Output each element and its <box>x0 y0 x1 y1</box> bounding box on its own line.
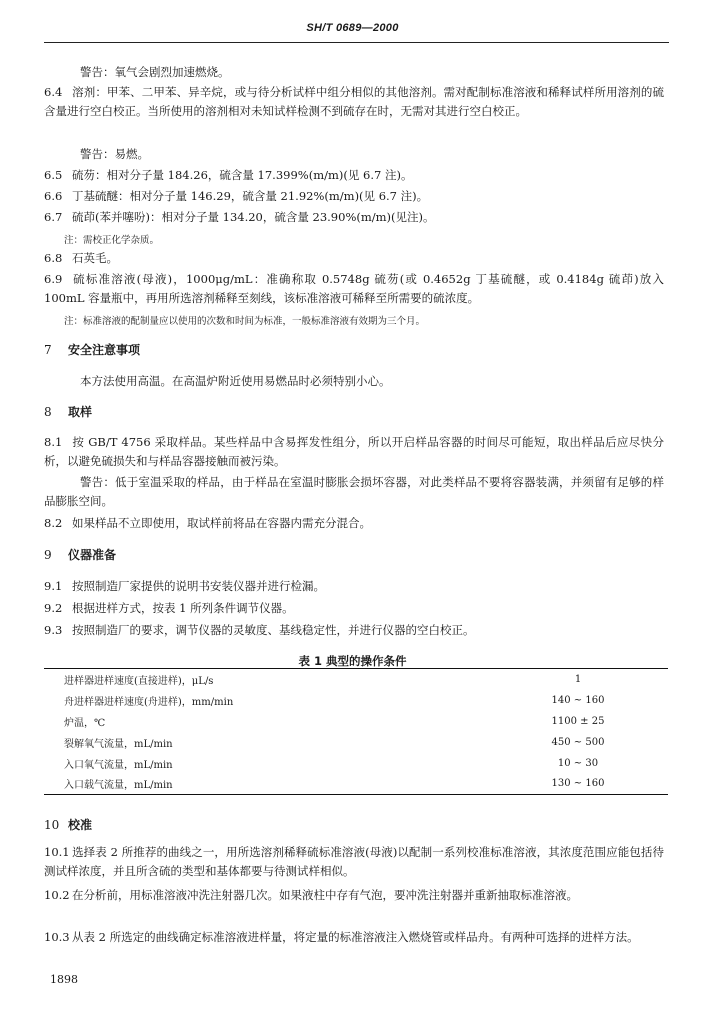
section-7-heading <box>44 341 140 358</box>
paragraph-8-2-text: 如果样品不立即使用，取试样前将品在容器内需充分混合。 <box>72 516 371 530</box>
section-7-title: 安全注意事项 <box>68 343 141 357</box>
paragraph-10-3-text: 从表 2 所选定的曲线确定标准溶液进样量，将定量的标准溶液注入燃烧管或样品舟。有两种可选择的进样方法。 <box>72 930 639 944</box>
table-row <box>44 774 668 795</box>
paragraph-6-7-number: 6.7 <box>44 210 63 224</box>
standard-code-header: SH/T 0689—2000 <box>306 22 399 34</box>
paragraph-9-1-number: 9.1 <box>44 579 63 593</box>
table-row <box>44 753 668 774</box>
table-cell-value: 1 <box>488 669 668 690</box>
note-6-7: 注：需校正化学杂质。 <box>64 235 160 246</box>
section-8-title: 取样 <box>68 405 93 419</box>
paragraph-9-2 <box>44 600 664 616</box>
paragraph-8-1-text: 按 GB/T 4756 采取样品。某些样品中含易挥发性组分，所以开启样品容器的时间尽可能短，取出样品后应尽快分析，以避免硫损失和与样品容器接触而被污染。 <box>44 435 664 468</box>
table-cell-parameter: 入口载气流量，mL/min <box>44 774 488 795</box>
section-10-heading <box>44 816 92 833</box>
paragraph-8-2 <box>44 515 664 531</box>
warning-oxygen <box>44 64 664 80</box>
warning-flammable-text: 警告：易燃。 <box>80 147 149 161</box>
paragraph-10-2-number: 10.2 <box>44 888 70 902</box>
paragraph-6-8-number: 6.8 <box>44 251 63 265</box>
table-cell-parameter: 进样器进样速度(直接进样)，μL/s <box>44 669 488 690</box>
header-rule <box>44 42 669 43</box>
paragraph-6-9-number: 6.9 <box>44 272 63 286</box>
warning-oxygen-text: 警告：氧气会剧烈加速燃烧。 <box>80 65 230 79</box>
paragraph-8-1-number: 8.1 <box>44 435 63 449</box>
paragraph-6-9 <box>44 270 664 308</box>
table-row <box>44 669 668 690</box>
paragraph-10-3-number: 10.3 <box>44 930 70 944</box>
paragraph-10-3 <box>44 928 664 947</box>
table-cell-parameter: 炉温，℃ <box>64 717 106 729</box>
section-9-number: 9 <box>44 548 52 562</box>
paragraph-6-8 <box>44 250 664 266</box>
paragraph-6-5-text: 硫芴：相对分子量 184.26，硫含量 17.399%(m/m)(见 6.7 注)。 <box>72 168 413 182</box>
warning-8-1: 警告：低于室温采取的样品，由于样品在室温时膨胀会损坏容器，对此类样品不要将容器装满，并须留有足够的样品膨胀空间。 <box>44 475 664 508</box>
table-row <box>44 732 668 753</box>
paragraph-6-7 <box>44 209 664 225</box>
table-row <box>44 690 668 711</box>
paragraph-9-1-text: 按照制造厂家提供的说明书安装仪器并进行检漏。 <box>72 579 325 593</box>
paragraph-8-2-number: 8.2 <box>44 516 63 530</box>
paragraph-6-9-text: 硫标准溶液(母液)，1000μg/mL：准确称取 0.5748g 硫芴(或 0.4652g 丁基硫醚，或 0.4184g 硫茚)放入 100mL 容量瓶中，再用所选溶剂稀释至刻线，该标准溶液可稀释至所需要的硫浓度。 <box>44 272 664 305</box>
table-cell-parameter: 舟进样器进样速度(舟进样)，mm/min <box>64 696 234 708</box>
section-7-number: 7 <box>44 343 52 357</box>
table-cell-value: 130 ~ 160 <box>488 774 668 795</box>
paragraph-10-1-number: 10.1 <box>44 845 70 859</box>
table-1-caption: 表 1 典型的操作条件 <box>298 654 407 668</box>
paragraph-9-3-text: 按照制造厂的要求，调节仪器的灵敏度、基线稳定性，并进行仪器的空白校正。 <box>72 623 475 637</box>
table-cell-value: 140 ~ 160 <box>551 694 605 706</box>
table-cell-parameter: 入口氧气流量，mL/min <box>64 759 173 771</box>
section-8-heading <box>44 403 92 420</box>
paragraph-9-1 <box>44 578 664 594</box>
paragraph-6-4-text: 溶剂：甲苯、二甲苯、异辛烷，或与待分析试样中组分相似的其他溶剂。需对配制标准溶液和稀释试样所用溶剂的硫含量进行空白校正。当所使用的溶剂相对未知试样检测不到硫存在时，无需对其进行空白校正。 <box>44 85 664 118</box>
section-10-title: 校准 <box>68 818 93 832</box>
paragraph-10-2-text: 在分析前，用标准溶液冲洗注射器几次。如果液柱中存有气泡，要冲洗注射器并重新抽取标准溶液。 <box>72 888 578 902</box>
paragraph-6-7-text: 硫茚(苯并噻吩)：相对分子量 134.20，硫含量 23.90%(m/m)(见注)。 <box>72 210 435 224</box>
paragraph-6-6-text: 丁基硫醚：相对分子量 146.29，硫含量 21.92%(m/m)(见 6.7 注)。 <box>72 189 429 203</box>
paragraph-6-5 <box>44 167 664 183</box>
paragraph-6-4-number: 6.4 <box>44 85 63 99</box>
note-6-9: 注：标准溶液的配制量应以使用的次数和时间为标准，一般标准溶液有效期为三个月。 <box>64 316 426 327</box>
paragraph-6-6-number: 6.6 <box>44 189 63 203</box>
section-7-text: 本方法使用高温。在高温炉附近使用易燃品时必须特别小心。 <box>80 374 391 388</box>
table-cell-value: 10 ~ 30 <box>557 757 599 769</box>
section-9-title: 仪器准备 <box>68 548 117 562</box>
warning-flammable <box>44 146 664 162</box>
page-number: 1898 <box>50 973 78 986</box>
paragraph-6-4 <box>44 83 664 121</box>
section-9-heading <box>44 546 116 563</box>
paragraph-9-2-text: 根据进样方式，按表 1 所列条件调节仪器。 <box>72 601 294 615</box>
paragraph-8-1 <box>44 433 664 471</box>
paragraph-10-1-text: 选择表 2 所推荐的曲线之一，用所选溶剂稀释硫标准溶液(母液)以配制一系列校准标准溶液，其浓度范围应能包括待测试样浓度，并且所含硫的类型和基体都要与待测试样相似。 <box>44 845 664 878</box>
paragraph-6-6 <box>44 188 664 204</box>
paragraph-9-2-number: 9.2 <box>44 601 63 615</box>
table-row <box>44 711 668 732</box>
paragraph-10-2 <box>44 886 664 905</box>
table-cell-value: 450 ~ 500 <box>551 736 605 748</box>
paragraph-10-1 <box>44 843 664 881</box>
section-8-number: 8 <box>44 405 52 419</box>
table-cell-value: 1100 ± 25 <box>551 715 605 727</box>
table-cell-parameter: 裂解氧气流量，mL/min <box>64 738 173 750</box>
paragraph-9-3 <box>44 622 664 638</box>
paragraph-9-3-number: 9.3 <box>44 623 63 637</box>
paragraph-6-5-number: 6.5 <box>44 168 63 182</box>
section-10-number: 10 <box>44 818 60 832</box>
paragraph-6-8-text: 石英毛。 <box>72 251 118 265</box>
operating-conditions-table <box>44 668 668 795</box>
